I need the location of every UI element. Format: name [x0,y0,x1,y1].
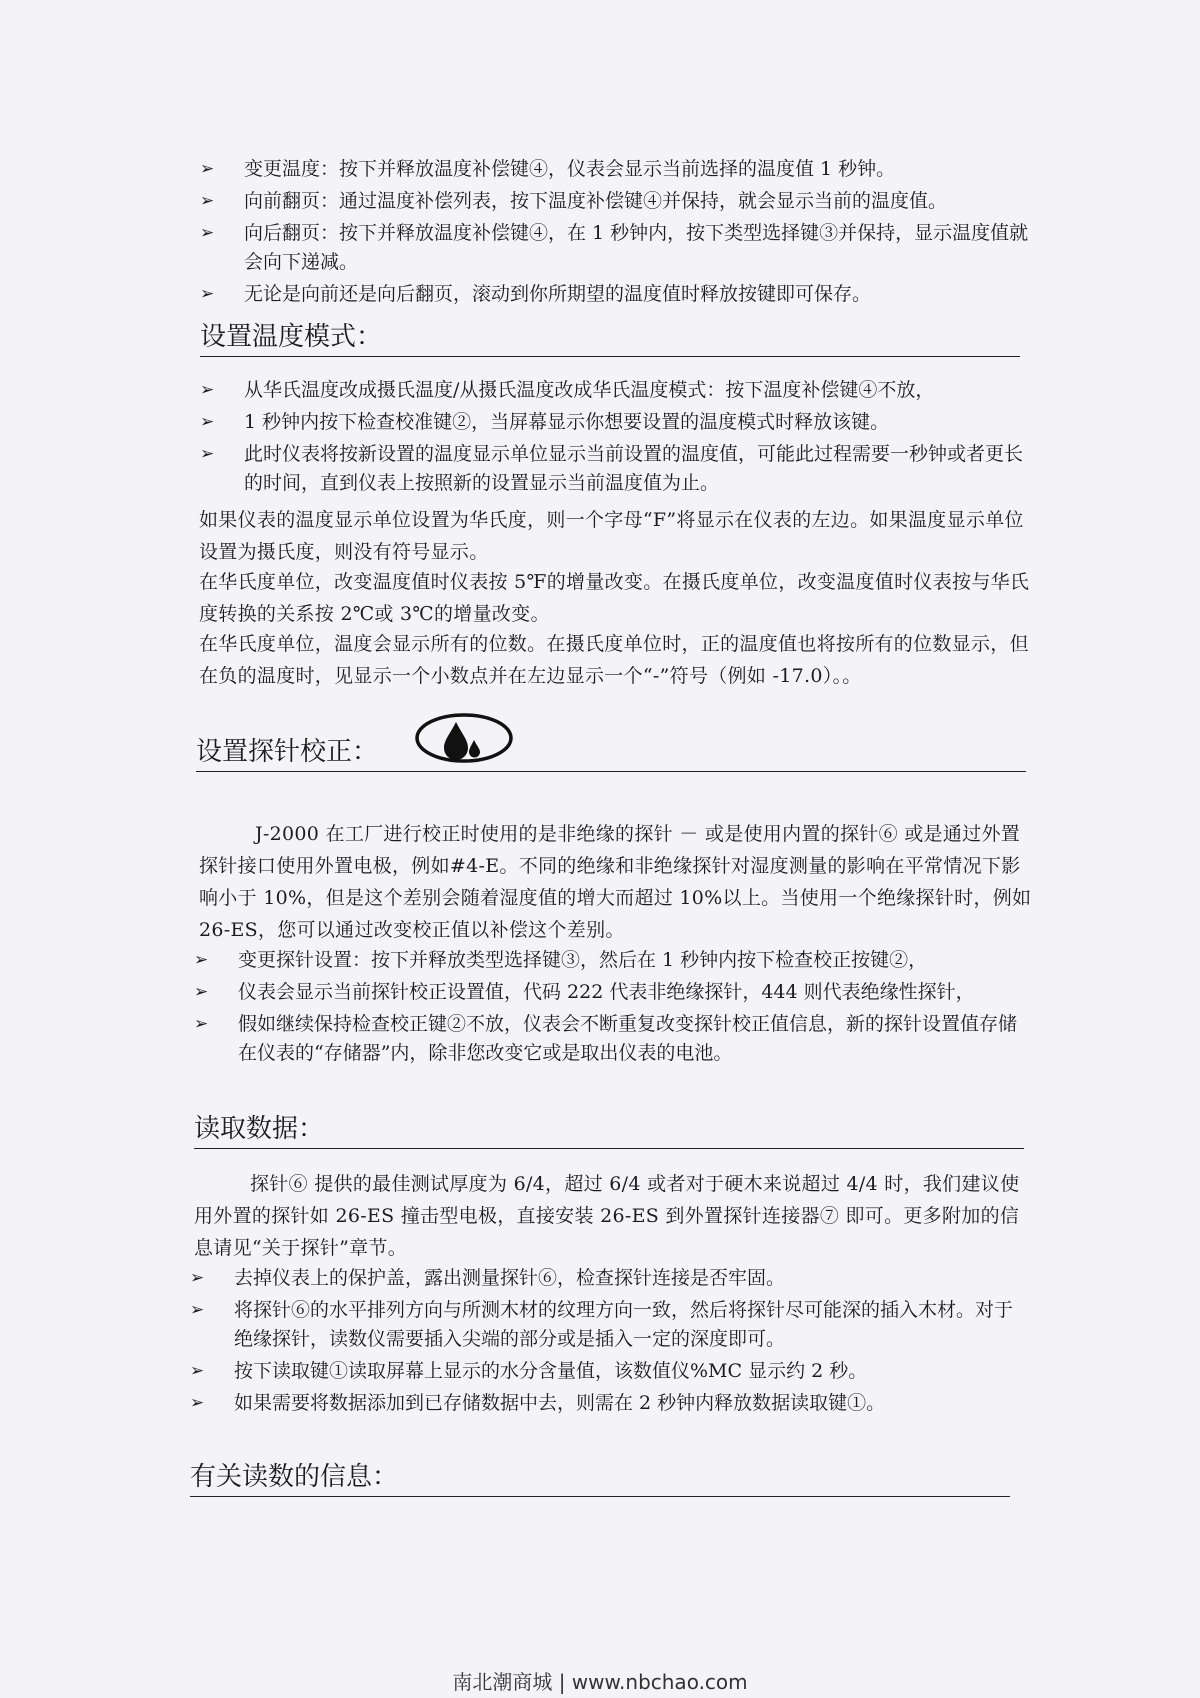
footer-watermark: 南北潮商城 | www.nbchao.com [452,1670,748,1694]
list-item: ➢ 向前翻页：通过温度补偿列表，按下温度补偿键④并保持，就会显示当前的温度值。 [200,187,1040,216]
read-data-list [190,1264,1030,1418]
arrow-bullet-icon: ➢ [194,950,209,970]
section-heading-read-data: 读取数据： [194,1112,1024,1149]
paragraph: 探针⑥ 提供的最佳测试厚度为 6/4，超过 6/4 或者对于硬木来说超过 4/4 时，我们建议使用外置的探针如 26-ES 撞击型电极，直接安装 26-ES 到外置探针连接器⑦ 即可。更多附加的信息请见“关于探针”章节。 [194,1173,1020,1259]
list-item: ➢ 从华氏温度改成摄氏温度/从摄氏温度改成华氏温度模式：按下温度补偿键④不放， [200,376,1040,405]
list-item: ➢ 仪表会显示当前探针校正设置值，代码 222 代表非绝缘探针，444 则代表绝缘性探针， [194,978,1034,1007]
list-item: ➢ 无论是向前还是向后翻页，滚动到你所期望的温度值时释放按键即可保存。 [200,280,1040,309]
paragraph: 在华氏度单位，温度会显示所有的位数。在摄氏度单位时，正的温度值也将按所有的位数显示，但在负的温度时，见显示一个小数点并在左边显示一个“-”符号（例如 -17.0）。。 [199,633,1029,687]
list-item: ➢ 变更探针设置：按下并释放类型选择键③，然后在 1 秒钟内按下检查校正按键②， [194,946,1034,975]
list-item: ➢ 此时仪表将按新设置的温度显示单位显示当前设置的温度值，可能此过程需要一秒钟或者更长的时间，直到仪表上按照新的设置显示当前温度值为止。 [200,440,1040,498]
paragraph: J-2000 在工厂进行校正时使用的是非绝缘的探针 － 或是使用内置的探针⑥ 或是通过外置探针接口使用外置电极，例如#4-E。不同的绝缘和非绝缘探针对湿度测量的影响在平常情况下影响小于 10%，但是这个差别会随着湿度值的增大而超过 10%以上。当使用一个绝缘探针时，例如 26-ES，您可以通过改变校正值以补偿这个差别。 [199,823,1032,941]
paragraph: 如果仪表的温度显示单位设置为华氏度，则一个字母“F”将显示在仪表的左边。如果温度显示单位设置为摄氏度，则没有符号显示。 [199,509,1024,563]
list-item: ➢ 1 秒钟内按下检查校准键②，当屏幕显示你想要设置的温度模式时释放该键。 [200,408,1040,437]
list-item: ➢ 将探针⑥的水平排列方向与所测木材的纹理方向一致，然后将探针尽可能深的插入木材。对于绝缘探针，读数仪需要插入尖端的部分或是插入一定的深度即可。 [190,1296,1030,1354]
section-heading-probe-cal: 设置探针校正： [196,735,1026,772]
list-item: ➢ 按下读取键①读取屏幕上显示的水分含量值，该数值仪%MC 显示约 2 秒。 [190,1357,1030,1386]
arrow-bullet-icon: ➢ [190,1361,205,1381]
section-heading-temp-mode: 设置温度模式： [200,320,1020,357]
arrow-bullet-icon: ➢ [200,444,215,464]
arrow-bullet-icon: ➢ [200,159,215,179]
arrow-bullet-icon: ➢ [200,412,215,432]
arrow-bullet-icon: ➢ [190,1393,205,1413]
list-item: ➢ 去掉仪表上的保护盖，露出测量探针⑥，检查探针连接是否牢固。 [190,1264,1030,1293]
arrow-bullet-icon: ➢ [200,191,215,211]
list-item: ➢ 变更温度：按下并释放温度补偿键④，仪表会显示当前选择的温度值 1 秒钟。 [200,155,1040,184]
arrow-bullet-icon: ➢ [190,1300,205,1320]
water-drops-icon [414,712,514,764]
paragraph: 在华氏度单位，改变温度值时仪表按 5℉的增量改变。在摄氏度单位，改变温度值时仪表按与华氏度转换的关系按 2℃或 3℃的增量改变。 [199,571,1030,625]
arrow-bullet-icon: ➢ [194,1014,209,1034]
list-item: ➢ 如果需要将数据添加到已存储数据中去，则需在 2 秒钟内释放数据读取键①。 [190,1389,1030,1418]
temp-mode-list [200,376,1040,498]
list-item: ➢ 假如继续保持检查校正键②不放，仪表会不断重复改变探针校正值信息，新的探针设置值存储在仪表的“存储器”内，除非您改变它或是取出仪表的电池。 [194,1010,1034,1068]
arrow-bullet-icon: ➢ [194,982,209,1002]
arrow-bullet-icon: ➢ [200,284,215,304]
temp-change-list [200,155,1040,309]
section-heading-reading-info: 有关读数的信息： [190,1460,1010,1497]
probe-cal-list [194,946,1034,1068]
arrow-bullet-icon: ➢ [200,380,215,400]
list-item: ➢ 向后翻页：按下并释放温度补偿键④，在 1 秒钟内，按下类型选择键③并保持，显示温度值就会向下递减。 [200,219,1040,277]
arrow-bullet-icon: ➢ [200,223,215,243]
arrow-bullet-icon: ➢ [190,1268,205,1288]
